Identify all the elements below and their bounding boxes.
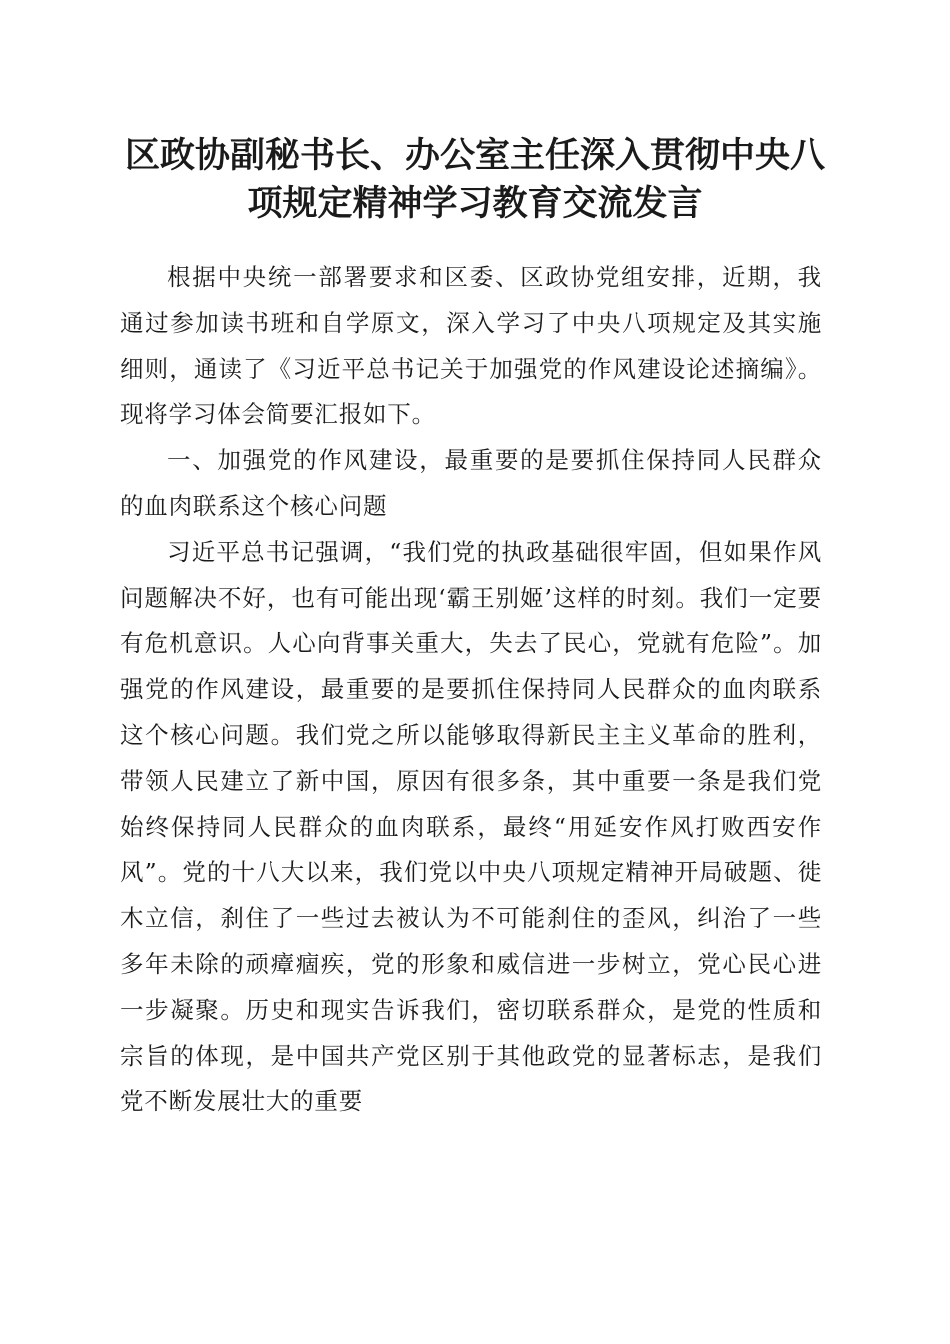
body-paragraph-1: 习近平总书记强调，“我们党的执政基础很牢固，但如果作风问题解决不好，也有可能出现‘霸王别姬’这样的时刻。我们一定要有危机意识。人心向背事关重大，失去了民心，党就有危险”。加强党的作风建设，最重要的是要抓住保持同人民群众的血肉联系这个核心问题。我们党之所以能够取得新民主主义革命的胜利，带领人民建立了新中国，原因有很多条，其中重要一条是我们党始终保持同人民群众的血肉联系，最终“用延安作风打败西安作风”。党的十八大以来，我们党以中央八项规定精神开局破题、徙木立信，刹住了一些过去被认为不可能刹住的歪风，纠治了一些多年未除的顽瘴痼疾，党的形象和威信进一步树立，党心民心进一步凝聚。历史和现实告诉我们，密切联系群众，是党的性质和宗旨的体现，是中国共产党区别于其他政党的显著标志，是我们党不断发展壮大的重要 [120,537,822,1116]
intro-paragraph: 根据中央统一部署要求和区委、区政协党组安排，近期，我通过参加读书班和自学原文，深入学习了中央八项规定及其实施细则，通读了《习近平总书记关于加强党的作风建设论述摘编》。现将学习体会简要汇报如下。 [120,263,822,429]
section-heading-1: 一、加强党的作风建设，最重要的是要抓住保持同人民群众的血肉联系这个核心问题 [120,446,822,520]
document-title: 区政协副秘书长、办公室主任深入贯彻中央八项规定精神学习教育交流发言 [124,135,825,224]
document-body [120,255,822,1125]
